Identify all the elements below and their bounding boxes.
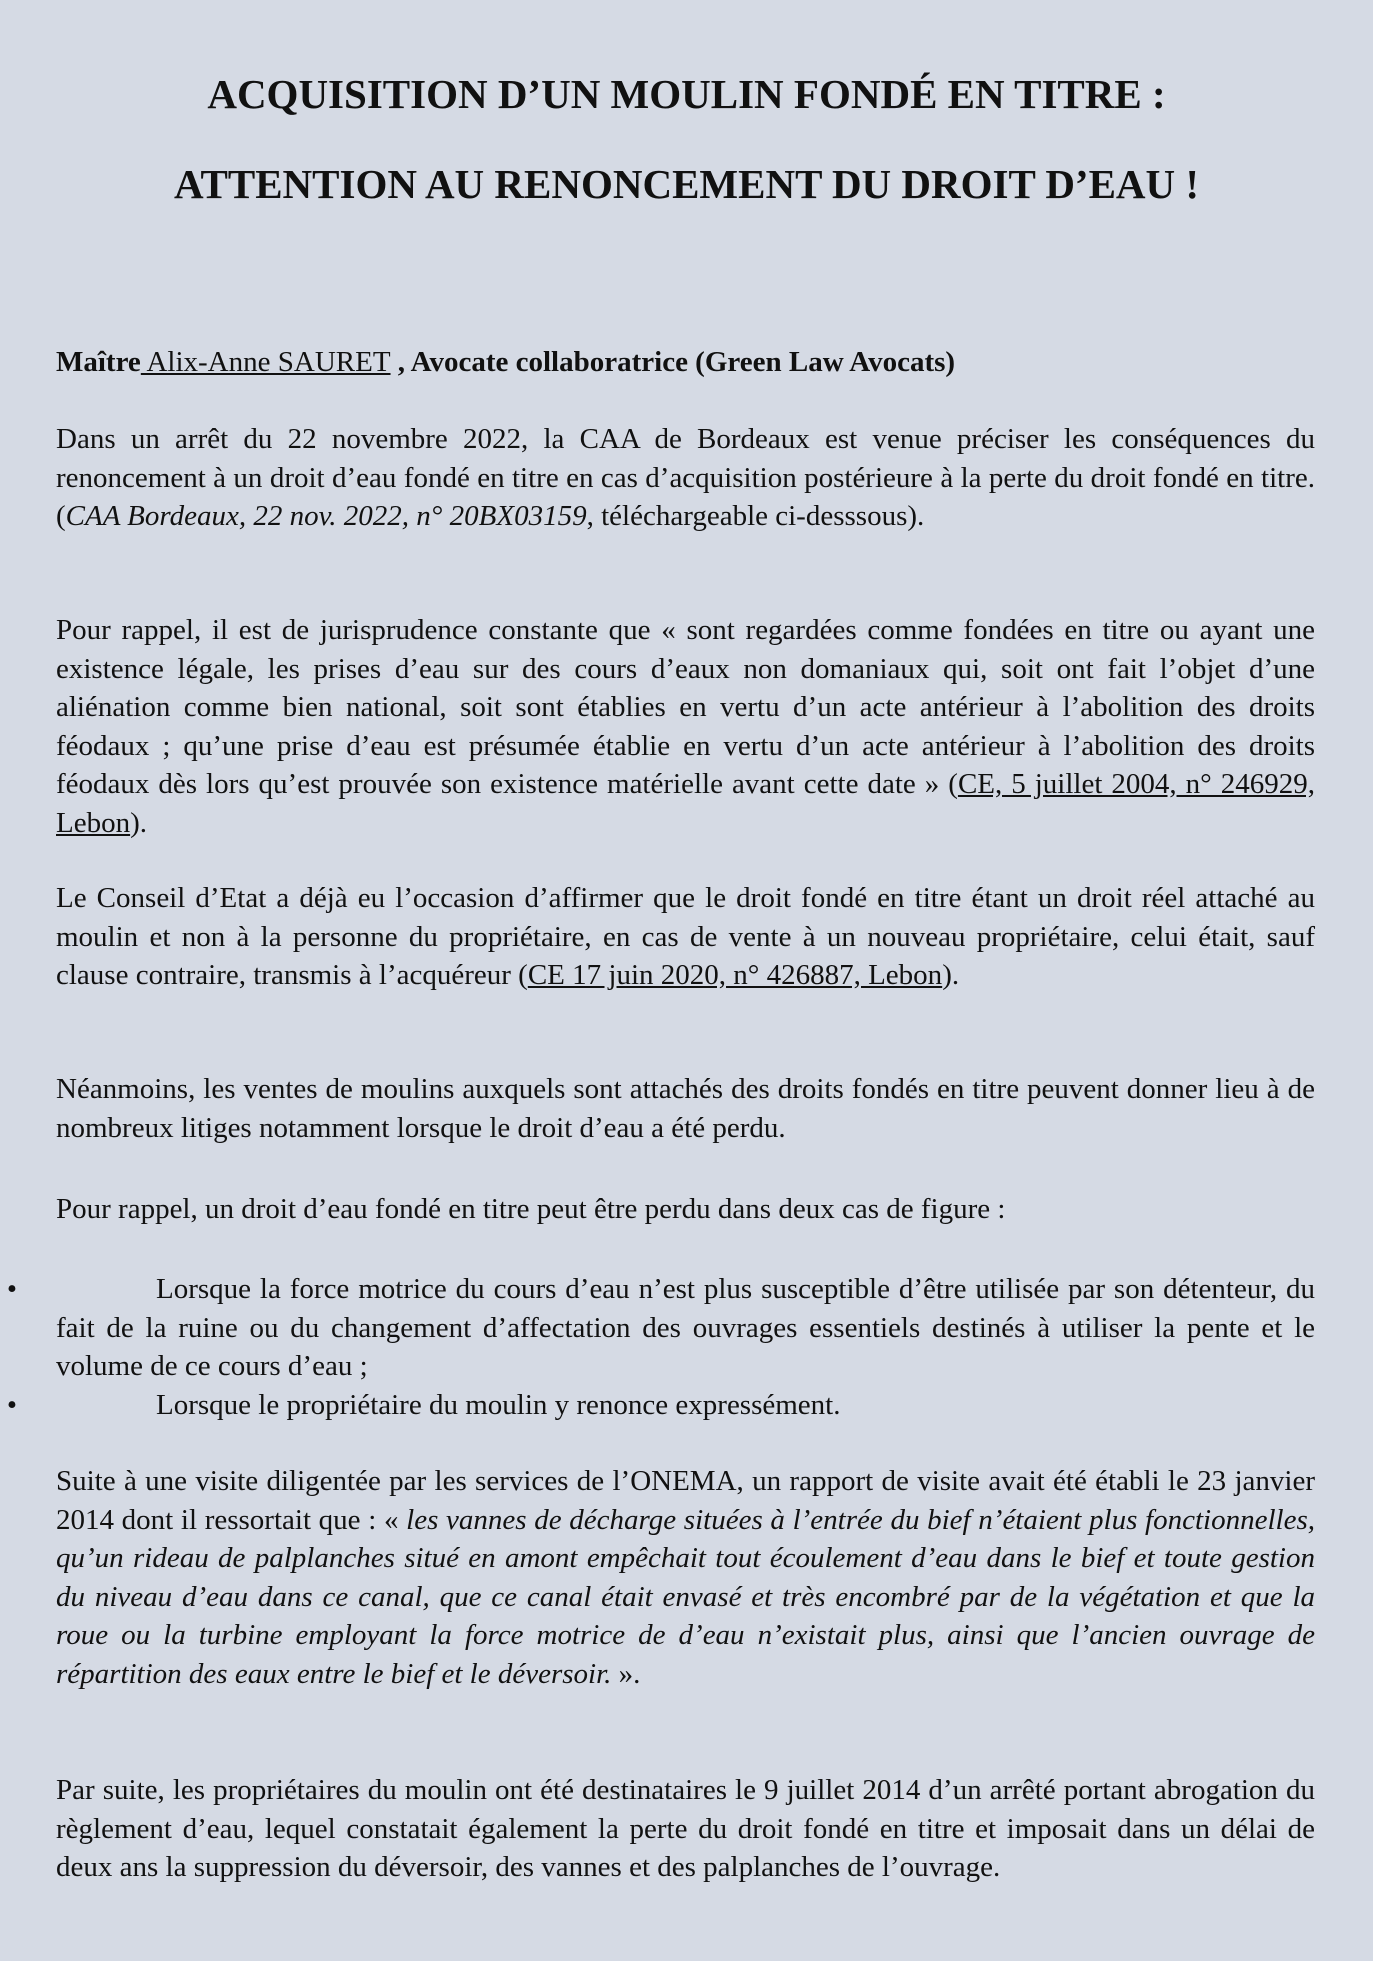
paragraph-5-text: Pour rappel, un droit d’eau fondé en titre peut être perdu dans deux cas de figure : — [56, 1193, 1006, 1225]
paragraph-5 — [56, 1190, 1315, 1229]
paragraph-3 — [56, 879, 1315, 995]
paragraph-6-text: Suite à une visite diligentée par les services de l’ONEMA, un rapport de visite avait été établi le 23 janvier 2014 dont il ressortait que : « — [56, 1465, 1315, 1536]
author-prefix: Maître — [56, 346, 141, 378]
paragraph-4-text: Néanmoins, les ventes de moulins auxquels sont attachés des droits fondés en titre peuvent donner lieu à de nombreux litiges notamment lorsque le droit d’eau a été perdu. — [56, 1073, 1315, 1144]
list-item — [6, 1270, 1315, 1386]
paragraph-3-link[interactable]: CE 17 juin 2020, n° 426887, Lebon — [527, 959, 943, 991]
title-line-1: ACQUISITION D’UN MOULIN FONDÉ EN TITRE : — [207, 71, 1166, 117]
paragraph-3-text: Le Conseil d’Etat a déjà eu l’occasion d’affirmer que le droit fondé en titre étant un droit réel attaché au moulin et non à la personne du propriétaire, en cas de vente à un nouveau propriétaire, celui était, sauf clause contraire, transmis à l’acquéreur ( — [56, 882, 1315, 991]
author-line — [56, 343, 955, 382]
paragraph-6-quote: les vannes de décharge situées à l’entrée du bief n’étaient plus fonctionnelles, qu’un rideau de palplanches situé en amont empêchait tout écoulement d’eau dans le bief et toute gestion du niveau d’eau dans ce canal, que ce canal était envasé et très encombré par de la végétation et que la roue ou la turbine employant la force motrice de d’eau n’existait plus, ainsi que l’ancien ouvrage de répartition des eaux entre le bief et le déversoir. — [56, 1503, 1315, 1690]
paragraph-1-text: Dans un arrêt du 22 novembre 2022, la CAA de Bordeaux est venue préciser les conséquences du renoncement à un droit d’eau fondé en titre en cas d’acquisition postérieure à la perte du droit fondé en titre. ( — [56, 423, 1315, 532]
author-role: , Avocate collaboratrice (Green Law Avocats) — [390, 346, 956, 378]
bullet-2-text: Lorsque le propriétaire du moulin y renonce expressément. — [156, 1388, 841, 1421]
paragraph-2-text: Pour rappel, il est de jurisprudence constante que « sont regardées comme fondées en titre ou ayant une existence légale, les prises d’eau sur des cours d’eaux non domaniaux qui, soit ont fait l’objet d’une aliénation comme bien national, soit sont établies en vertu d’un acte antérieur à l’abolition des droits féodaux ; qu’une prise d’eau est présumée établie en vertu d’un acte antérieur à l’abolition des droits féodaux dès lors qu’est prouvée son existence matérielle avant cette date » ( — [56, 614, 1315, 800]
paragraph-7 — [56, 1771, 1315, 1887]
paragraph-1-end: , téléchargeable ci-desssous). — [586, 500, 925, 532]
paragraph-6 — [56, 1462, 1315, 1693]
paragraph-2 — [56, 611, 1315, 842]
paragraph-7-text: Par suite, les propriétaires du moulin ont été destinataires le 9 juillet 2014 d’un arrêté portant abrogation du règlement d’eau, lequel constatait également la perte du droit fondé en titre et imposait dans un délai de deux ans la suppression du déversoir, des vannes et des palplanches de l’ouvrage. — [56, 1774, 1315, 1883]
paragraph-3-end: ). — [942, 959, 960, 991]
paragraph-2-end: ). — [130, 806, 148, 839]
paragraph-1-reference: CAA Bordeaux, 22 nov. 2022, n° 20BX03159 — [65, 500, 587, 532]
author-name-link[interactable]: Alix-Anne SAURET — [140, 346, 391, 378]
paragraph-2-link[interactable]: CE, 5 juillet 2004, n° 246929, Lebon — [56, 768, 1316, 839]
bullet-icon: • — [6, 1388, 18, 1421]
paragraph-1 — [56, 420, 1315, 536]
bullet-1-text: Lorsque la force motrice du cours d’eau n’est plus susceptible d’être utilisée par son détenteur, du fait de la ruine ou du changement d’affectation des ouvrages essentiels destinés à utiliser la pente et le volume de ce cours d’eau ; — [56, 1273, 1315, 1382]
paragraph-6-end: ». — [611, 1657, 641, 1690]
list-item — [6, 1386, 1315, 1425]
paragraph-4 — [56, 1070, 1315, 1147]
bullet-icon: • — [6, 1273, 18, 1305]
title-line-2: ATTENTION AU RENONCEMENT DU DROIT D’EAU ! — [173, 161, 1200, 207]
bullet-list — [6, 1270, 1315, 1424]
